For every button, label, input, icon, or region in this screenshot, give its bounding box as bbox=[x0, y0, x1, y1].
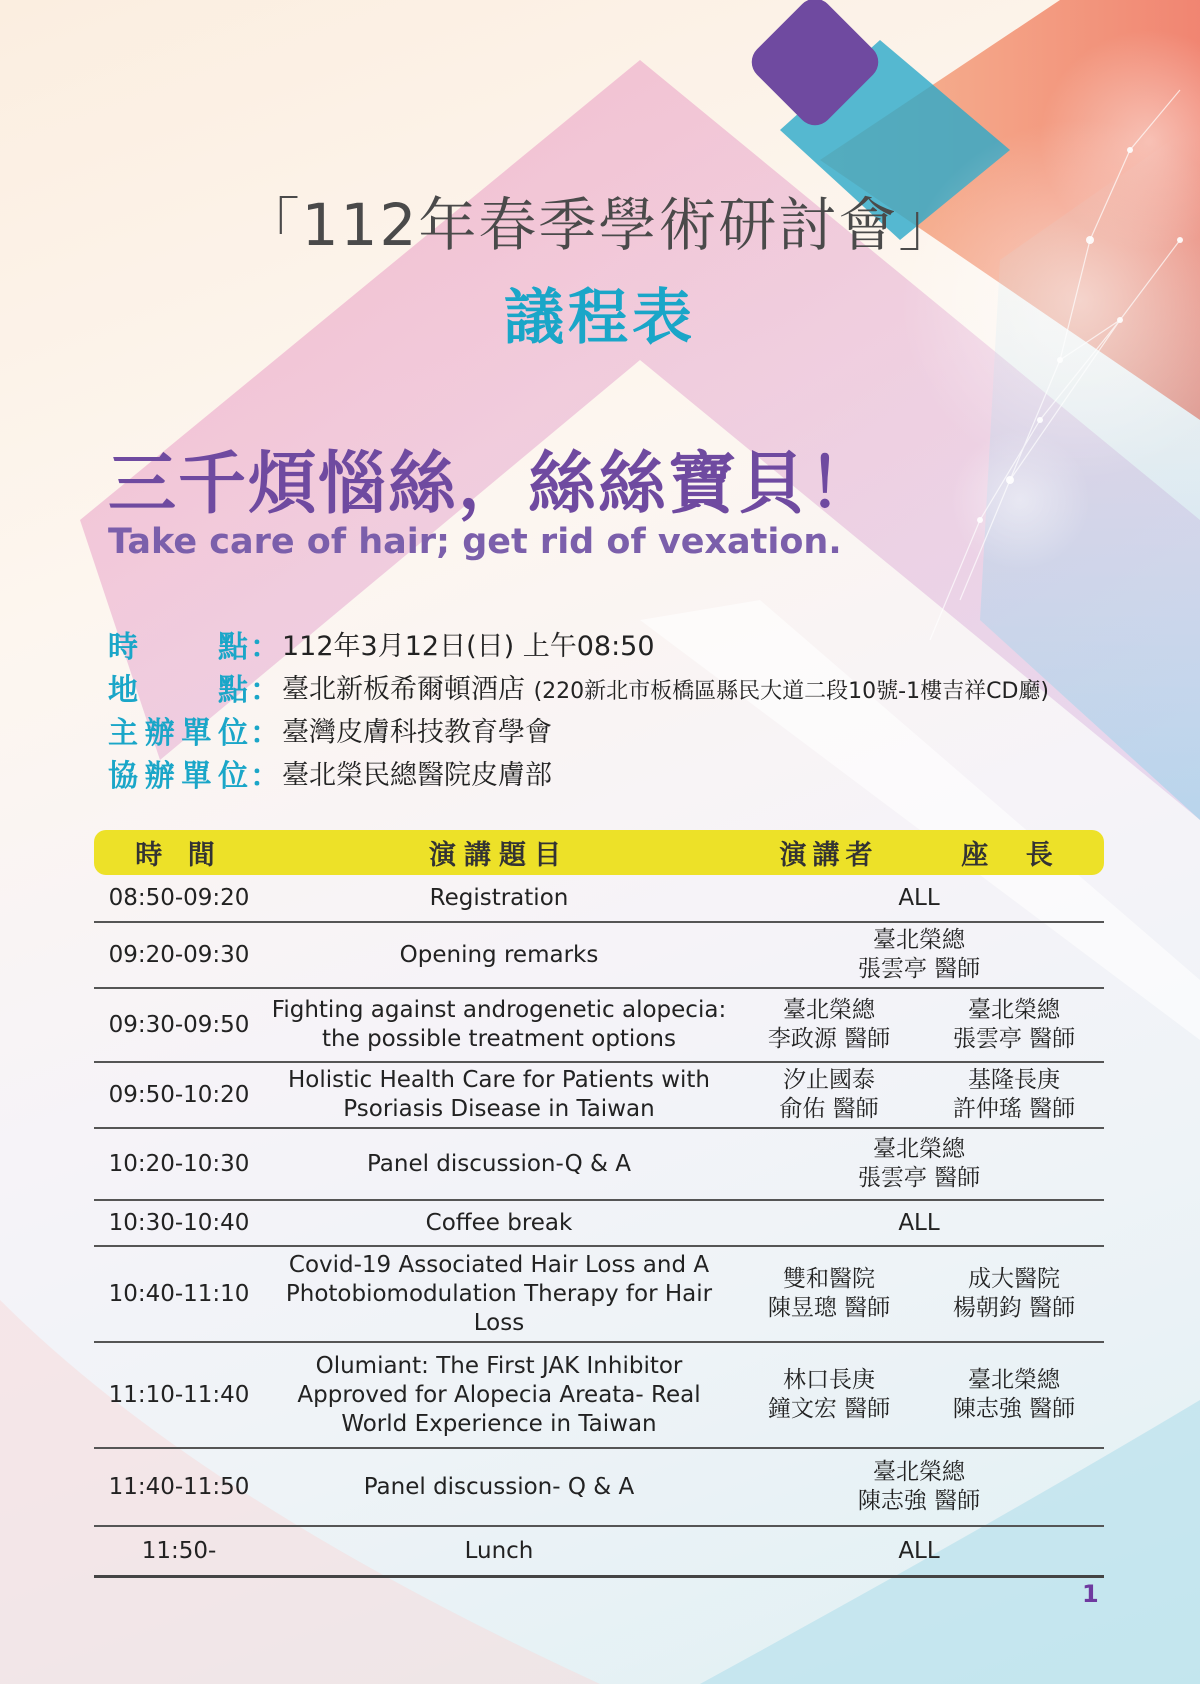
cell-speaker-chair-line: ALL bbox=[898, 1209, 940, 1236]
cell-chair bbox=[924, 996, 1104, 1054]
info-label-char: 點 bbox=[218, 629, 248, 665]
info-label-char: 點 bbox=[218, 672, 248, 708]
cell-topic-line: the possible treatment options bbox=[322, 1026, 676, 1052]
info-label bbox=[108, 751, 248, 795]
cell-speaker-line: 林口長庚 bbox=[783, 1367, 875, 1393]
cell-speaker-chair-line: 臺北榮總 bbox=[873, 1459, 965, 1485]
cell-chair-line: 基隆長庚 bbox=[968, 1067, 1060, 1093]
cell-time: 09:50-10:20 bbox=[108, 1082, 250, 1108]
cell-chair-line: 張雲亭 醫師 bbox=[952, 1026, 1076, 1052]
cell-speaker-line: 雙和醫院 bbox=[783, 1266, 875, 1292]
info-row bbox=[108, 751, 1049, 794]
page-number: 1 bbox=[1082, 1580, 1099, 1608]
cell-topic-line: Approved for Alopecia Areata- Real bbox=[297, 1381, 701, 1408]
cell-topic-line: Registration bbox=[429, 884, 569, 911]
cell-chair-line: 成大醫院 bbox=[968, 1266, 1060, 1292]
cell-chair-line: 臺北榮總 bbox=[968, 1367, 1060, 1393]
info-row bbox=[108, 708, 1049, 751]
info-value bbox=[282, 667, 1049, 706]
cell-speaker-chair-line: 陳志強 醫師 bbox=[857, 1488, 981, 1514]
cell-topic bbox=[264, 1537, 734, 1566]
cell-time: 11:10-11:40 bbox=[108, 1382, 250, 1408]
cell-time: 09:30-09:50 bbox=[108, 1012, 250, 1038]
header-topic: 演講題目 bbox=[429, 840, 569, 871]
cell-speaker-chair bbox=[734, 1458, 1104, 1516]
info-colon: ： bbox=[250, 629, 280, 665]
cell-topic bbox=[264, 996, 734, 1054]
cell-chair bbox=[924, 1265, 1104, 1323]
info-label-char: 主 bbox=[108, 715, 138, 751]
cell-topic-line: Panel discussion- Q & A bbox=[363, 1473, 635, 1500]
table-row bbox=[94, 1201, 1104, 1247]
cell-topic bbox=[264, 1150, 734, 1179]
table-row bbox=[94, 1449, 1104, 1527]
agenda-body bbox=[94, 875, 1104, 1578]
cell-topic-line: Lunch bbox=[464, 1537, 534, 1564]
cell-speaker-line: 陳昱璁 醫師 bbox=[767, 1295, 891, 1321]
info-value-text: 臺北榮民總醫院皮膚部 bbox=[282, 760, 552, 791]
cell-topic bbox=[264, 1251, 734, 1338]
header-speaker: 演講者 bbox=[779, 840, 879, 871]
cell-speaker-chair-line: 臺北榮總 bbox=[873, 927, 965, 953]
cell-speaker-chair-line: 張雲亭 醫師 bbox=[857, 956, 981, 982]
cell-topic bbox=[264, 1352, 734, 1439]
table-row bbox=[94, 1343, 1104, 1449]
info-label-char: 位 bbox=[217, 758, 248, 794]
cell-speaker bbox=[734, 996, 924, 1054]
info-value-text: 臺北新板希爾頓酒店 bbox=[282, 674, 534, 705]
page-subtitle: 議程表 bbox=[504, 283, 696, 353]
slogan-chinese: 三千煩惱絲，絲絲寶貝！ bbox=[108, 445, 879, 524]
cell-speaker-chair-line: 張雲亭 醫師 bbox=[857, 1165, 981, 1191]
cell-topic-line: Psoriasis Disease in Taiwan bbox=[343, 1096, 655, 1122]
table-row bbox=[94, 875, 1104, 923]
cell-topic bbox=[264, 941, 734, 970]
info-label bbox=[108, 665, 248, 709]
info-label bbox=[108, 622, 248, 666]
info-value bbox=[282, 624, 655, 663]
cell-time: 08:50-09:20 bbox=[108, 885, 250, 911]
cell-time: 10:20-10:30 bbox=[108, 1151, 250, 1177]
cell-topic bbox=[264, 1209, 734, 1238]
cell-speaker-chair bbox=[734, 926, 1104, 984]
info-value-text: 臺灣皮膚科技教育學會 bbox=[282, 717, 552, 748]
info-colon: ： bbox=[250, 758, 280, 794]
slogan-english: Take care of hair; get rid of vexation. bbox=[108, 522, 842, 562]
table-row bbox=[94, 923, 1104, 989]
cell-speaker-chair-line: 臺北榮總 bbox=[873, 1136, 965, 1162]
cell-topic-line: Covid-19 Associated Hair Loss and A bbox=[288, 1251, 710, 1278]
table-row bbox=[94, 1129, 1104, 1201]
cell-time: 10:40-11:10 bbox=[108, 1281, 250, 1307]
cell-chair-line: 臺北榮總 bbox=[968, 997, 1060, 1023]
cell-time: 11:40-11:50 bbox=[108, 1474, 250, 1500]
cell-topic bbox=[264, 1473, 734, 1502]
info-label-char: 位 bbox=[217, 715, 248, 751]
cell-chair-line: 陳志強 醫師 bbox=[952, 1396, 1076, 1422]
cell-time: 10:30-10:40 bbox=[108, 1210, 250, 1236]
cell-speaker-line: 鐘文宏 醫師 bbox=[767, 1396, 891, 1422]
table-row bbox=[94, 1527, 1104, 1578]
cell-speaker-line: 俞佑 醫師 bbox=[779, 1096, 879, 1122]
cell-time: 11:50- bbox=[141, 1538, 217, 1564]
event-info bbox=[108, 622, 1049, 794]
cell-topic bbox=[264, 1066, 734, 1124]
cell-topic-line: Photobiomodulation Therapy for Hair bbox=[285, 1280, 713, 1307]
info-label-char: 辦 bbox=[144, 715, 175, 751]
cell-speaker-chair bbox=[734, 1537, 1104, 1566]
cell-topic bbox=[264, 884, 734, 913]
cell-speaker-chair-line: ALL bbox=[898, 1537, 940, 1564]
info-row bbox=[108, 622, 1049, 665]
info-value bbox=[282, 753, 552, 792]
cell-chair-line: 楊朝鈞 醫師 bbox=[952, 1295, 1076, 1321]
cell-speaker-line: 臺北榮總 bbox=[783, 997, 875, 1023]
info-row bbox=[108, 665, 1049, 708]
cell-topic-line: Loss bbox=[473, 1309, 525, 1336]
page-title: 「112年春季學術研討會」 bbox=[241, 191, 959, 259]
cell-topic-line: Fighting against androgenetic alopecia: bbox=[271, 997, 727, 1023]
cell-speaker bbox=[734, 1366, 924, 1424]
cell-topic-line: Holistic Health Care for Patients with bbox=[287, 1067, 710, 1093]
info-label-char: 地 bbox=[108, 672, 138, 708]
info-label bbox=[108, 708, 248, 752]
info-colon: ： bbox=[250, 672, 280, 708]
info-label-char: 單 bbox=[181, 758, 212, 794]
cell-speaker bbox=[734, 1265, 924, 1323]
cell-topic-line: Olumiant: The First JAK Inhibitor bbox=[315, 1352, 683, 1379]
cell-speaker-line: 李政源 醫師 bbox=[767, 1026, 891, 1052]
cell-time: 09:20-09:30 bbox=[108, 942, 250, 968]
header-time: 時 間 bbox=[135, 840, 223, 871]
cell-topic-line: Coffee break bbox=[425, 1209, 573, 1236]
info-colon: ： bbox=[250, 715, 280, 751]
cell-chair bbox=[924, 1366, 1104, 1424]
info-value-note: (220新北市板橋區縣民大道二段10號-1樓吉祥CD廳) bbox=[533, 679, 1049, 704]
cell-chair bbox=[924, 1066, 1104, 1124]
cell-speaker-chair bbox=[734, 1209, 1104, 1238]
cell-speaker-chair bbox=[734, 884, 1104, 913]
info-label-char: 協 bbox=[108, 758, 138, 794]
cell-topic-line: World Experience in Taiwan bbox=[341, 1410, 657, 1437]
cell-speaker-chair-line: ALL bbox=[898, 884, 940, 911]
cell-speaker-line: 汐止國泰 bbox=[783, 1067, 875, 1093]
header-chair: 座 長 bbox=[961, 840, 1067, 871]
cell-topic-line: Panel discussion-Q & A bbox=[366, 1150, 632, 1177]
cell-chair-line: 許仲瑤 醫師 bbox=[952, 1096, 1076, 1122]
cell-topic-line: Opening remarks bbox=[399, 941, 599, 968]
info-label-char: 單 bbox=[181, 715, 212, 751]
cell-speaker-chair bbox=[734, 1135, 1104, 1193]
info-label-char: 時 bbox=[108, 629, 138, 665]
table-row bbox=[94, 1063, 1104, 1129]
info-value-text: 112年3月12日(日) 上午08:50 bbox=[282, 631, 655, 662]
agenda-table bbox=[94, 830, 1104, 1578]
agenda-header-row bbox=[94, 830, 1104, 875]
table-row bbox=[94, 1247, 1104, 1343]
cell-speaker bbox=[734, 1066, 924, 1124]
info-label-char: 辦 bbox=[144, 758, 175, 794]
table-row bbox=[94, 989, 1104, 1063]
info-value bbox=[282, 710, 552, 749]
